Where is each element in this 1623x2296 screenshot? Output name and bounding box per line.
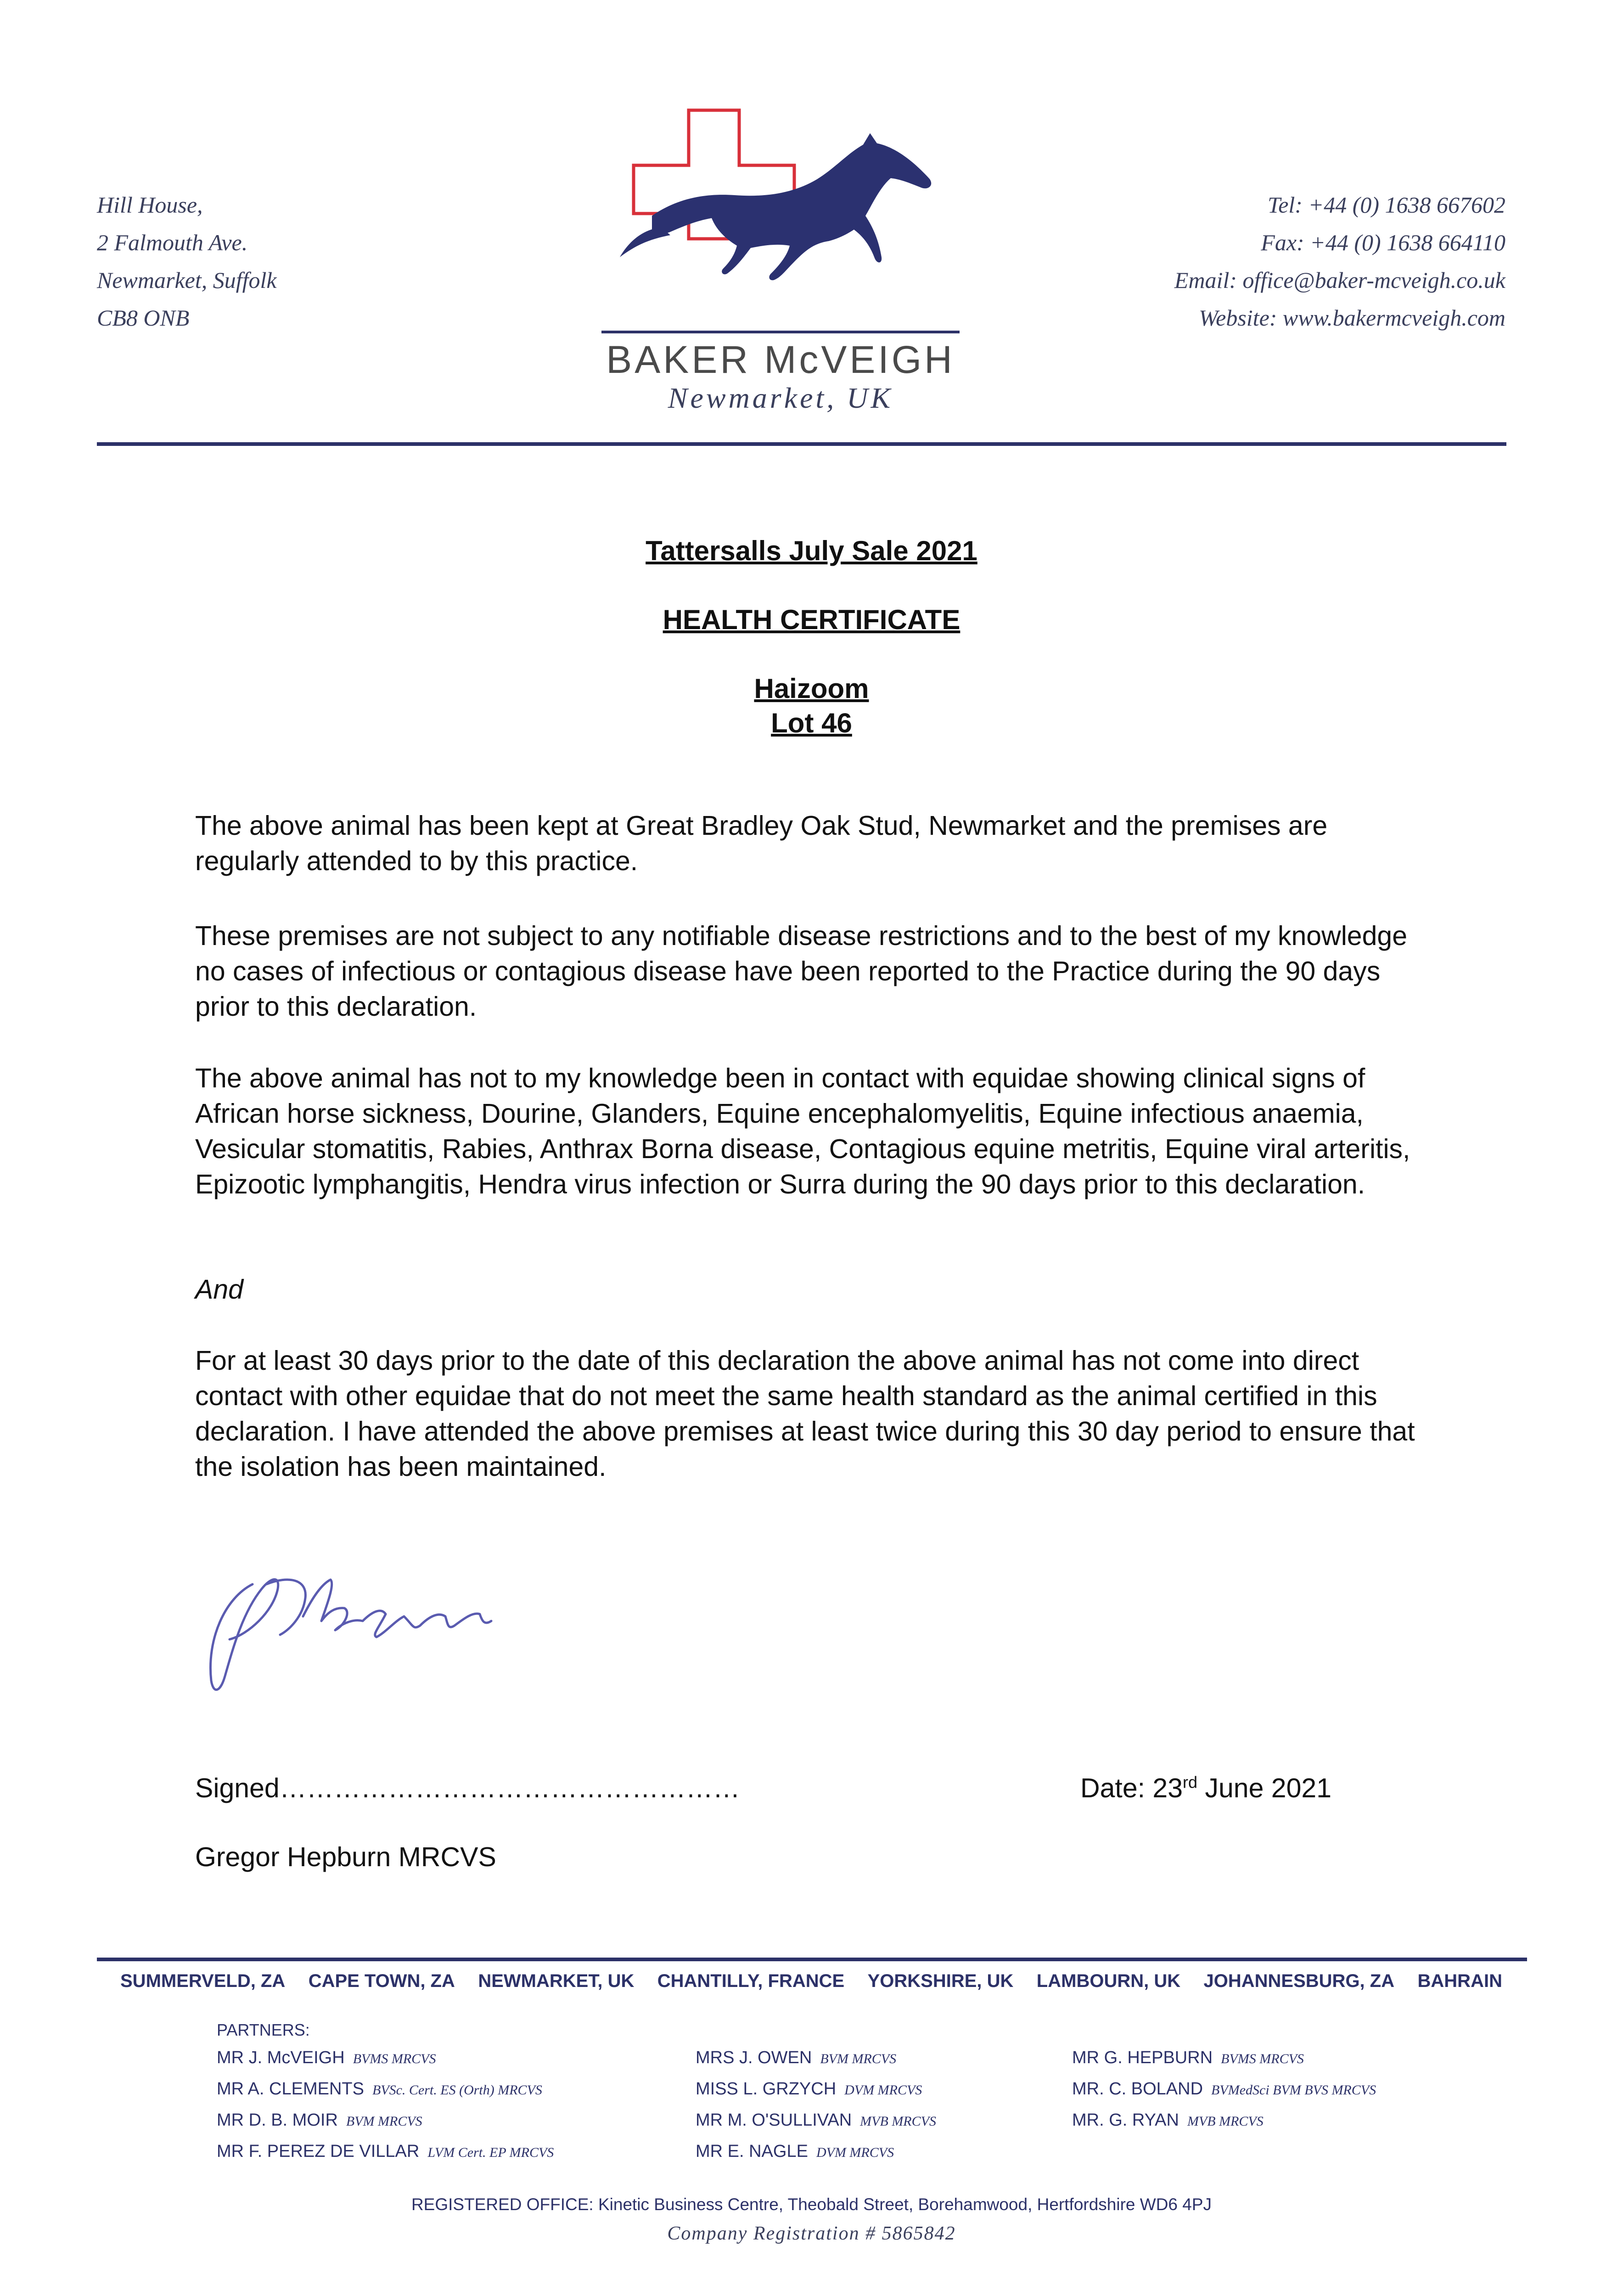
practice-address <box>97 186 277 337</box>
location-item: NEWMARKET, UK <box>478 1971 635 1991</box>
signed-line: Signed…………………………………………… <box>195 1773 740 1803</box>
certificate-date <box>1080 1773 1331 1804</box>
lot-number: Lot 46 <box>771 708 852 738</box>
partners-label: PARTNERS: <box>217 2020 310 2039</box>
partner-row <box>217 2142 554 2173</box>
practice-contact <box>1174 186 1505 337</box>
partner-qualification: DVM MRCVS <box>816 2145 894 2160</box>
partner-qualification: BVMS MRCVS <box>1221 2051 1304 2066</box>
partner-row <box>1072 2079 1376 2110</box>
partner-name: MR. G. RYAN <box>1072 2110 1179 2130</box>
date-prefix: Date: 23 <box>1080 1773 1183 1803</box>
logo-wordmark: BAKER McVEIGH <box>606 338 955 381</box>
partner-name: MR F. PEREZ DE VILLAR <box>217 2142 420 2161</box>
partner-row <box>696 2079 936 2110</box>
address-line: Newmarket, Suffolk <box>97 267 277 293</box>
partner-qualification: LVM Cert. EP MRCVS <box>427 2145 554 2160</box>
office-locations <box>120 1971 1502 1992</box>
address-line: 2 Falmouth Ave. <box>97 230 248 255</box>
contact-email: Email: office@baker-mcveigh.co.uk <box>1174 267 1505 293</box>
partner-name: MR G. HEPBURN <box>1072 2048 1213 2067</box>
partner-row <box>217 2048 554 2079</box>
partner-row <box>696 2142 936 2173</box>
partners-column-3 <box>1072 2048 1376 2142</box>
partner-qualification: MVB MRCVS <box>1187 2114 1264 2129</box>
footer-divider <box>97 1958 1527 1961</box>
partner-name: MR A. CLEMENTS <box>217 2079 364 2099</box>
location-item: BAHRAIN <box>1417 1971 1502 1991</box>
partner-row <box>217 2110 554 2142</box>
partner-qualification: MVB MRCVS <box>860 2114 936 2129</box>
partner-row <box>696 2048 936 2079</box>
paragraph-isolation <box>195 1343 1435 1485</box>
location-item: CAPE TOWN, ZA <box>308 1971 455 1991</box>
address-line: CB8 ONB <box>97 305 190 331</box>
location-item: SUMMERVELD, ZA <box>120 1971 286 1991</box>
location-item: YORKSHIRE, UK <box>867 1971 1014 1991</box>
location-item: CHANTILLY, FRANCE <box>657 1971 845 1991</box>
partner-row <box>696 2110 936 2142</box>
partner-name: MISS L. GRZYCH <box>696 2079 837 2099</box>
paragraph-text: For at least 30 days prior to the date of this declaration the above animal has not come into direct contact with other equidae that do not meet the same health standard as the animal certified in this declaration. I have attended the above premises at least twice during this 30 day period to ensure that the isolation has been maintained. <box>195 1345 1415 1482</box>
paragraph-restrictions <box>195 918 1435 1024</box>
partner-name: MR M. O'SULLIVAN <box>696 2110 852 2130</box>
paragraph-text: The above animal has not to my knowledge been in contact with equidae showing clinical signs of African horse sickness, Dourine, Glanders, Equine encephalomyelitis, Equine infectious anaemia, Vesicular stomatitis, Rabies, Anthrax Borna disease, Contagious equine metritis, Equine viral arteritis, Epizootic lymphangitis, Hendra virus infection or Surra during the 90 days prior to this declaration. <box>195 1063 1410 1199</box>
horse-name: Haizoom <box>754 673 869 704</box>
date-ordinal: rd <box>1183 1773 1198 1792</box>
contact-website: Website: www.bakermcveigh.com <box>1199 305 1505 331</box>
company-registration: Company Registration # 5865842 <box>667 2223 956 2244</box>
address-line: Hill House, <box>97 192 203 218</box>
paragraph-text: And <box>195 1274 243 1305</box>
sale-title: Tattersalls July Sale 2021 <box>646 535 977 566</box>
header-divider <box>97 442 1506 446</box>
registered-office: REGISTERED OFFICE: Kinetic Business Centre, Theobald Street, Borehamwood, Hertfordshire WD6 4PJ <box>411 2195 1212 2214</box>
partner-name: MR D. B. MOIR <box>217 2110 338 2130</box>
partners-column-1 <box>217 2048 554 2173</box>
paragraph-text: The above animal has been kept at Great Bradley Oak Stud, Newmarket and the premises are regularly attended to by this practice. <box>195 810 1328 876</box>
partner-qualification: DVM MRCVS <box>844 2082 922 2098</box>
partner-qualification: BVM MRCVS <box>346 2114 422 2129</box>
partner-qualification: BVMS MRCVS <box>353 2051 436 2066</box>
partners-column-2 <box>696 2048 936 2173</box>
paragraph-contact-diseases <box>195 1061 1435 1202</box>
partner-name: MR. C. BOLAND <box>1072 2079 1203 2099</box>
location-item: LAMBOURN, UK <box>1036 1971 1181 1991</box>
partner-qualification: BVMedSci BVM BVS MRCVS <box>1211 2082 1376 2098</box>
partner-row <box>1072 2048 1376 2079</box>
signer-name: Gregor Hepburn MRCVS <box>195 1842 496 1872</box>
paragraph-text: These premises are not subject to any notifiable disease restrictions and to the best of my knowledge no cases of infectious or contagious disease have been reported to the Practice during the 90 days prior to this declaration. <box>195 921 1408 1022</box>
logo-location: Newmarket, UK <box>668 382 893 414</box>
partner-name: MR E. NAGLE <box>696 2142 808 2161</box>
contact-tel: Tel: +44 (0) 1638 667602 <box>1268 192 1505 218</box>
location-item: JOHANNESBURG, ZA <box>1203 1971 1395 1991</box>
handwritten-signature-icon <box>197 1557 546 1708</box>
partner-row <box>217 2079 554 2110</box>
partner-qualification: BVSc. Cert. ES (Orth) MRCVS <box>372 2082 542 2098</box>
partner-name: MR J. McVEIGH <box>217 2048 345 2067</box>
paragraph-and <box>195 1272 1435 1307</box>
certificate-title: HEALTH CERTIFICATE <box>663 604 960 635</box>
partner-name: MRS J. OWEN <box>696 2048 812 2067</box>
partner-row <box>1072 2110 1376 2142</box>
horse-cross-logo-icon <box>597 106 964 335</box>
paragraph-premises <box>195 808 1435 879</box>
contact-fax: Fax: +44 (0) 1638 664110 <box>1261 230 1505 255</box>
partner-qualification: BVM MRCVS <box>820 2051 897 2066</box>
date-rest: June 2021 <box>1197 1773 1332 1803</box>
